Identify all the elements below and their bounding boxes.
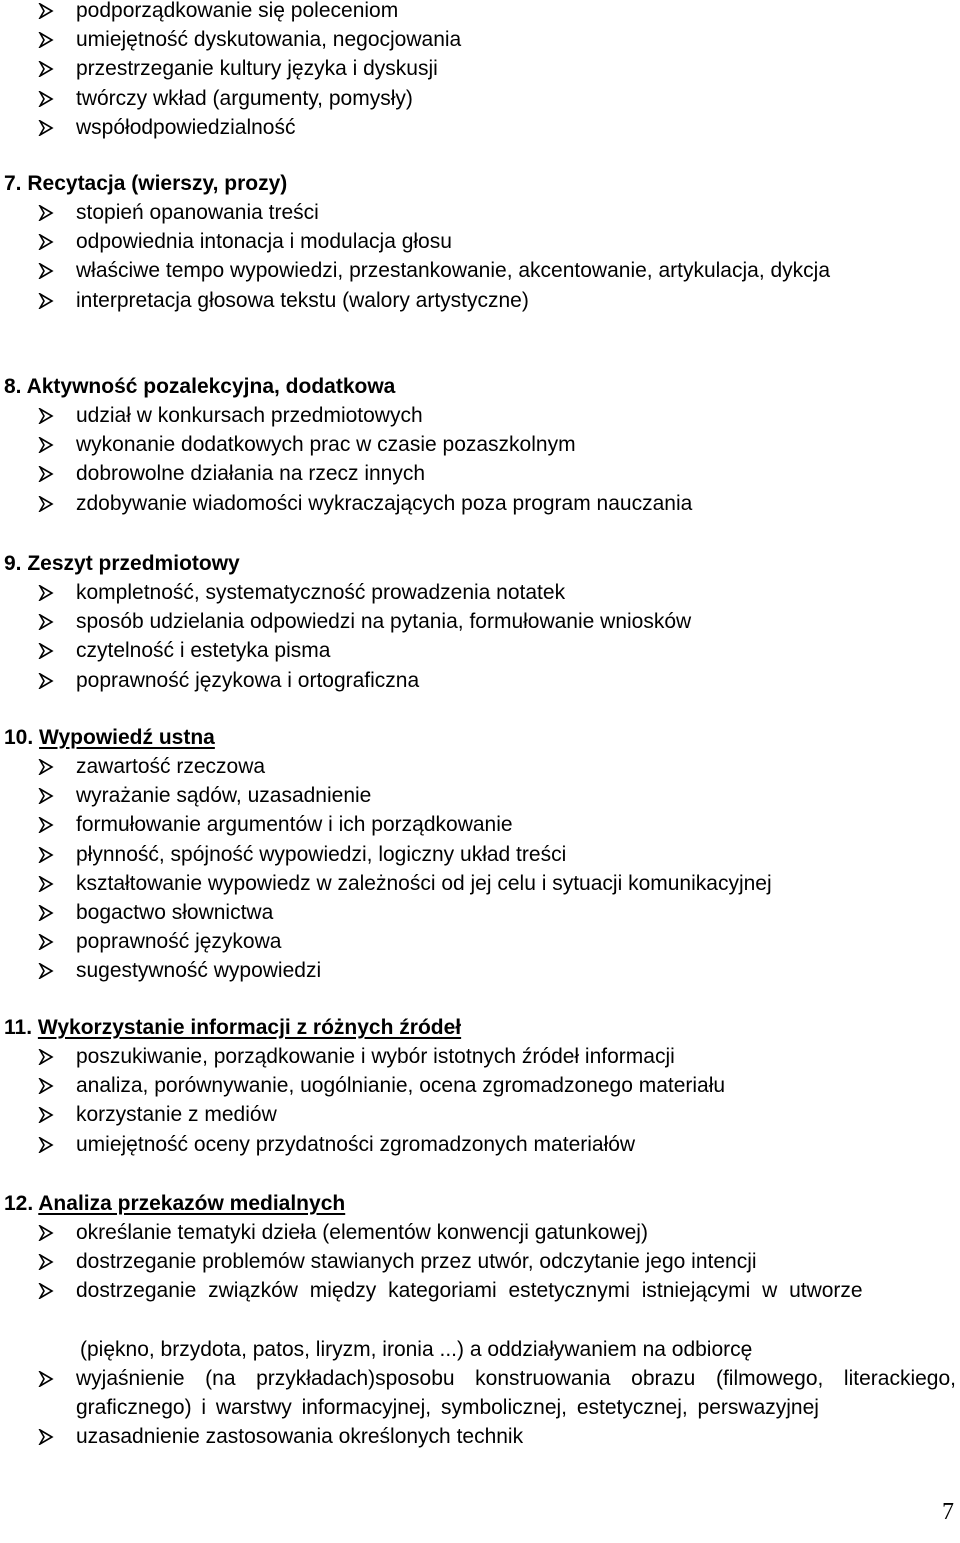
- section-items: [0, 578, 960, 695]
- section-items: [0, 198, 960, 315]
- list-item: bogactwo słownictwa: [0, 898, 960, 927]
- arrow-bullet-icon: [38, 788, 54, 804]
- arrow-bullet-icon: [38, 120, 54, 136]
- arrow-bullet-icon: [38, 905, 54, 921]
- list-item: podporządkowanie się poleceniom: [0, 0, 960, 25]
- list-item: twórczy wkład (argumenty, pomysły): [0, 84, 960, 113]
- section-heading: 9. Zeszyt przedmiotowy: [4, 552, 240, 575]
- list-item: dobrowolne działania na rzecz innych: [0, 459, 960, 488]
- list-item: zawartość rzeczowa: [0, 752, 960, 781]
- arrow-bullet-icon: [38, 1225, 54, 1241]
- list-item: umiejętność dyskutowania, negocjowania: [0, 25, 960, 54]
- arrow-bullet-icon: [38, 263, 54, 279]
- list-item: kształtowanie wypowiedz w zależności od jej celu i sytuacji komunikacyjnej: [0, 869, 960, 898]
- arrow-bullet-icon: [38, 1254, 54, 1270]
- list-item: właściwe tempo wypowiedzi, przestankowanie, akcentowanie, artykulacja, dykcja: [0, 256, 960, 285]
- list-item: sugestywność wypowiedzi: [0, 956, 960, 985]
- section-items-continued: [0, 1364, 960, 1452]
- arrow-bullet-icon: [38, 1283, 54, 1299]
- arrow-bullet-icon: [38, 673, 54, 689]
- arrow-bullet-icon: [38, 963, 54, 979]
- section-heading: 8. Aktywność pozalekcyjna, dodatkowa: [4, 375, 396, 398]
- list-item: udział w konkursach przedmiotowych: [0, 401, 960, 430]
- arrow-bullet-icon: [38, 614, 54, 630]
- list-item: uzasadnienie zastosowania określonych technik: [0, 1422, 960, 1451]
- page-number: 7: [942, 1499, 954, 1525]
- list-item: wyrażanie sądów, uzasadnienie: [0, 781, 960, 810]
- continuation-line: (piękno, brzydota, patos, liryzm, ironia ...) a oddziaływaniem na odbiorcę: [80, 1338, 753, 1361]
- list-item: interpretacja głosowa tekstu (walory artystyczne): [0, 286, 960, 315]
- arrow-bullet-icon: [38, 3, 54, 19]
- list-item: korzystanie z mediów: [0, 1100, 960, 1129]
- section-items: [0, 401, 960, 518]
- list-item: stopień opanowania treści: [0, 198, 960, 227]
- list-item: czytelność i estetyka pisma: [0, 636, 960, 665]
- list-item: poprawność językowa i ortograficzna: [0, 666, 960, 695]
- arrow-bullet-icon: [38, 293, 54, 309]
- list-item: współodpowiedzialność: [0, 113, 960, 142]
- arrow-bullet-icon: [38, 817, 54, 833]
- section-heading: 11. Wykorzystanie informacji z różnych źródeł: [4, 1016, 462, 1039]
- list-item: umiejętność oceny przydatności zgromadzonych materiałów: [0, 1130, 960, 1159]
- arrow-bullet-icon: [38, 408, 54, 424]
- arrow-bullet-icon: [38, 91, 54, 107]
- list-item: zdobywanie wiadomości wykraczających poza program nauczania: [0, 489, 960, 518]
- list-item: dostrzeganie związków między kategoriami estetycznymi istniejącymi w utworze: [0, 1276, 960, 1305]
- list-item: formułowanie argumentów i ich porządkowanie: [0, 810, 960, 839]
- list-item: określanie tematyki dzieła (elementów konwencji gatunkowej): [0, 1218, 960, 1247]
- section-heading: 7. Recytacja (wierszy, prozy): [4, 172, 288, 195]
- list-item: poszukiwanie, porządkowanie i wybór istotnych źródeł informacji: [0, 1042, 960, 1071]
- arrow-bullet-icon: [38, 1371, 54, 1387]
- arrow-bullet-icon: [38, 234, 54, 250]
- arrow-bullet-icon: [38, 466, 54, 482]
- top-list: [0, 0, 960, 142]
- arrow-bullet-icon: [38, 876, 54, 892]
- arrow-bullet-icon: [38, 643, 54, 659]
- list-item: wykonanie dodatkowych prac w czasie pozaszkolnym: [0, 430, 960, 459]
- list-item: odpowiednia intonacja i modulacja głosu: [0, 227, 960, 256]
- arrow-bullet-icon: [38, 61, 54, 77]
- arrow-bullet-icon: [38, 847, 54, 863]
- list-item: analiza, porównywanie, uogólnianie, ocena zgromadzonego materiału: [0, 1071, 960, 1100]
- arrow-bullet-icon: [38, 1078, 54, 1094]
- section-items: [0, 1218, 960, 1306]
- arrow-bullet-icon: [38, 496, 54, 512]
- list-item: wyjaśnienie (na przykładach)sposobu konstruowania obrazu (filmowego, literackiego, graficznego) i warstwy informacyjnej, symbolicznej, estetycznej, perswazyjnej: [0, 1364, 960, 1422]
- list-item: przestrzeganie kultury języka i dyskusji: [0, 54, 960, 83]
- arrow-bullet-icon: [38, 585, 54, 601]
- arrow-bullet-icon: [38, 205, 54, 221]
- list-item: poprawność językowa: [0, 927, 960, 956]
- arrow-bullet-icon: [38, 1049, 54, 1065]
- section-heading: 12. Analiza przekazów medialnych: [4, 1192, 346, 1215]
- section-items: [0, 1042, 960, 1159]
- arrow-bullet-icon: [38, 934, 54, 950]
- arrow-bullet-icon: [38, 1107, 54, 1123]
- arrow-bullet-icon: [38, 1137, 54, 1153]
- arrow-bullet-icon: [38, 759, 54, 775]
- list-item: kompletność, systematyczność prowadzenia notatek: [0, 578, 960, 607]
- section-items: [0, 752, 960, 986]
- list-item: sposób udzielania odpowiedzi na pytania, formułowanie wniosków: [0, 607, 960, 636]
- arrow-bullet-icon: [38, 1429, 54, 1445]
- list-item: płynność, spójność wypowiedzi, logiczny układ treści: [0, 840, 960, 869]
- section-heading: 10. Wypowiedź ustna: [4, 726, 215, 749]
- arrow-bullet-icon: [38, 437, 54, 453]
- arrow-bullet-icon: [38, 32, 54, 48]
- list-item: dostrzeganie problemów stawianych przez utwór, odczytanie jego intencji: [0, 1247, 960, 1276]
